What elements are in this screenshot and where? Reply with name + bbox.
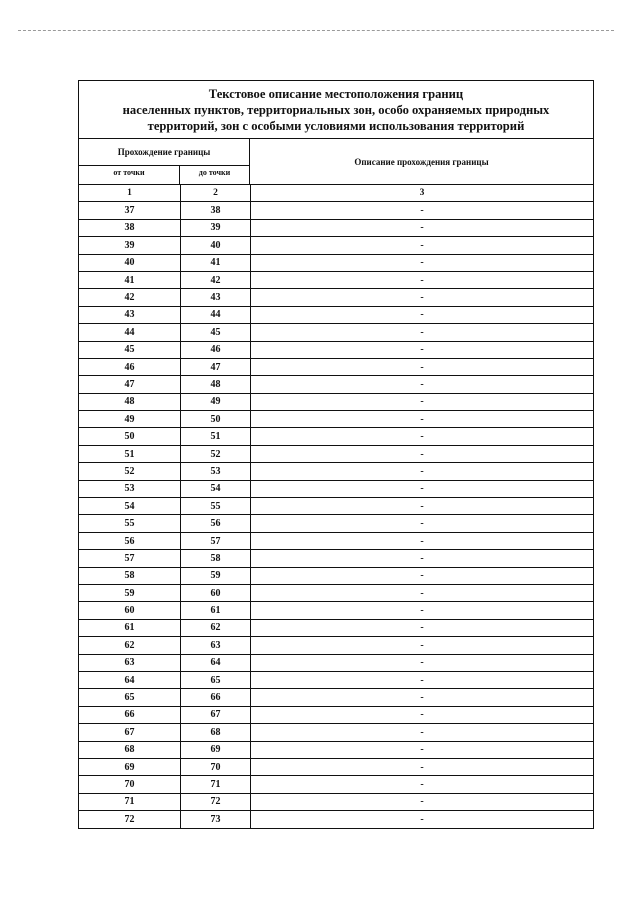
to-point-cell: 41 <box>181 255 251 271</box>
table-row <box>79 759 593 776</box>
from-point-cell: 60 <box>79 602 181 618</box>
table-row <box>79 255 593 272</box>
from-point-cell: 49 <box>79 411 181 427</box>
to-point-cell: 40 <box>181 237 251 253</box>
table-row <box>79 220 593 237</box>
table-row <box>79 620 593 637</box>
to-point-cell: 57 <box>181 533 251 549</box>
table-row <box>79 202 593 219</box>
description-cell: - <box>420 726 424 738</box>
from-point-cell: 64 <box>79 672 181 688</box>
from-point-cell: 45 <box>79 342 181 358</box>
from-point-cell: 68 <box>79 742 181 758</box>
from-point-cell: 62 <box>79 637 181 653</box>
description-cell: - <box>420 814 424 826</box>
from-point-cell: 51 <box>79 446 181 462</box>
description-cell: - <box>420 778 424 790</box>
from-point-cell: 48 <box>79 394 181 410</box>
table-row <box>79 342 593 359</box>
description-cell: - <box>420 448 424 460</box>
to-point-cell: 59 <box>181 568 251 584</box>
from-point-cell: 53 <box>79 481 181 497</box>
table-row <box>79 515 593 532</box>
to-point-cell: 71 <box>181 776 251 792</box>
from-point-cell: 44 <box>79 324 181 340</box>
table-row <box>79 446 593 463</box>
description-cell: - <box>420 465 424 477</box>
table-row <box>79 550 593 567</box>
from-point-cell: 54 <box>79 498 181 514</box>
to-point-header: до точки <box>198 168 231 177</box>
column-number: 2 <box>181 185 251 201</box>
table-row <box>79 776 593 793</box>
to-point-cell: 68 <box>181 724 251 740</box>
to-point-cell: 38 <box>181 202 251 218</box>
column-numbers-row <box>79 185 593 202</box>
to-point-cell: 55 <box>181 498 251 514</box>
description-cell: - <box>420 605 424 617</box>
boundary-passage-header <box>79 139 250 184</box>
table-body <box>79 202 593 828</box>
description-cell: - <box>420 378 424 390</box>
title-line: территорий, зон с особыми условиями использования территорий <box>147 118 525 133</box>
table-row <box>79 689 593 706</box>
to-point-cell: 39 <box>181 220 251 236</box>
from-point-cell: 66 <box>79 707 181 723</box>
table-row <box>79 794 593 811</box>
table-row <box>79 359 593 376</box>
table-row <box>79 655 593 672</box>
description-cell: - <box>420 622 424 634</box>
table-row <box>79 533 593 550</box>
to-point-cell: 49 <box>181 394 251 410</box>
title-line: населенных пунктов, территориальных зон, особо охраняемых природных <box>122 102 550 117</box>
description-cell: - <box>420 326 424 338</box>
from-point-cell: 65 <box>79 689 181 705</box>
description-cell: - <box>420 674 424 686</box>
from-point-cell: 46 <box>79 359 181 375</box>
description-cell: - <box>420 709 424 721</box>
table-row <box>79 428 593 445</box>
to-point-cell: 69 <box>181 742 251 758</box>
to-point-cell: 43 <box>181 289 251 305</box>
from-point-cell: 41 <box>79 272 181 288</box>
title-line: Текстовое описание местоположения границ <box>208 86 464 101</box>
table-row <box>79 811 593 828</box>
from-point-cell: 70 <box>79 776 181 792</box>
from-point-cell: 37 <box>79 202 181 218</box>
from-point-cell: 40 <box>79 255 181 271</box>
point-columns-header <box>79 166 249 184</box>
to-point-cell: 58 <box>181 550 251 566</box>
table-row <box>79 324 593 341</box>
from-point-cell: 42 <box>79 289 181 305</box>
from-point-cell: 61 <box>79 620 181 636</box>
to-point-cell: 64 <box>181 655 251 671</box>
to-point-cell: 54 <box>181 481 251 497</box>
description-header: Описание прохождения границы <box>354 156 489 167</box>
from-point-cell: 67 <box>79 724 181 740</box>
description-cell: - <box>420 292 424 304</box>
scan-artifact-line <box>18 30 614 31</box>
table-row <box>79 602 593 619</box>
to-point-cell: 56 <box>181 515 251 531</box>
boundary-description-table <box>78 80 594 829</box>
document-title <box>79 81 593 139</box>
to-point-cell: 51 <box>181 428 251 444</box>
to-point-cell: 53 <box>181 463 251 479</box>
description-cell: - <box>420 222 424 234</box>
table-row <box>79 585 593 602</box>
column-number: 3 <box>419 188 425 199</box>
to-point-cell: 44 <box>181 307 251 323</box>
from-point-cell: 58 <box>79 568 181 584</box>
description-cell: - <box>420 761 424 773</box>
description-cell: - <box>420 744 424 756</box>
to-point-cell: 50 <box>181 411 251 427</box>
table-row <box>79 272 593 289</box>
to-point-cell: 42 <box>181 272 251 288</box>
to-point-cell: 67 <box>181 707 251 723</box>
description-cell: - <box>420 518 424 530</box>
to-point-cell: 60 <box>181 585 251 601</box>
table-row <box>79 237 593 254</box>
to-point-cell: 61 <box>181 602 251 618</box>
description-cell: - <box>420 239 424 251</box>
table-row <box>79 289 593 306</box>
table-header <box>79 139 593 185</box>
description-cell: - <box>420 657 424 669</box>
table-row <box>79 463 593 480</box>
from-point-cell: 69 <box>79 759 181 775</box>
column-number: 1 <box>79 185 181 201</box>
description-cell: - <box>420 361 424 373</box>
to-point-cell: 65 <box>181 672 251 688</box>
description-cell: - <box>420 483 424 495</box>
to-point-cell: 46 <box>181 342 251 358</box>
from-point-cell: 50 <box>79 428 181 444</box>
from-point-cell: 71 <box>79 794 181 810</box>
to-point-cell: 72 <box>181 794 251 810</box>
description-cell: - <box>420 692 424 704</box>
table-row <box>79 568 593 585</box>
table-row <box>79 707 593 724</box>
to-point-cell: 47 <box>181 359 251 375</box>
description-cell: - <box>420 257 424 269</box>
from-point-cell: 47 <box>79 376 181 392</box>
from-point-cell: 39 <box>79 237 181 253</box>
description-cell: - <box>420 587 424 599</box>
boundary-passage-label: Прохождение границы <box>79 139 249 166</box>
to-point-cell: 66 <box>181 689 251 705</box>
description-cell: - <box>420 205 424 217</box>
description-cell: - <box>420 796 424 808</box>
description-cell: - <box>420 431 424 443</box>
to-point-cell: 48 <box>181 376 251 392</box>
table-row <box>79 307 593 324</box>
from-point-cell: 72 <box>79 811 181 828</box>
description-cell: - <box>420 552 424 564</box>
from-point-cell: 57 <box>79 550 181 566</box>
table-row <box>79 637 593 654</box>
table-row <box>79 498 593 515</box>
from-point-cell: 55 <box>79 515 181 531</box>
table-row <box>79 411 593 428</box>
table-row <box>79 394 593 411</box>
from-point-cell: 38 <box>79 220 181 236</box>
from-point-cell: 63 <box>79 655 181 671</box>
description-cell: - <box>420 413 424 425</box>
from-point-cell: 52 <box>79 463 181 479</box>
description-cell: - <box>420 500 424 512</box>
table-row <box>79 672 593 689</box>
from-point-header: от точки <box>79 166 180 184</box>
description-cell: - <box>420 309 424 321</box>
to-point-cell: 62 <box>181 620 251 636</box>
table-row <box>79 481 593 498</box>
to-point-cell: 45 <box>181 324 251 340</box>
table-row <box>79 742 593 759</box>
to-point-cell: 73 <box>181 811 251 828</box>
description-cell: - <box>420 344 424 356</box>
description-cell: - <box>420 274 424 286</box>
from-point-cell: 59 <box>79 585 181 601</box>
description-cell: - <box>420 535 424 547</box>
to-point-cell: 52 <box>181 446 251 462</box>
description-cell: - <box>420 639 424 651</box>
description-cell: - <box>420 570 424 582</box>
description-cell: - <box>420 396 424 408</box>
table-row <box>79 724 593 741</box>
table-row <box>79 376 593 393</box>
from-point-cell: 56 <box>79 533 181 549</box>
to-point-cell: 63 <box>181 637 251 653</box>
to-point-cell: 70 <box>181 759 251 775</box>
from-point-cell: 43 <box>79 307 181 323</box>
